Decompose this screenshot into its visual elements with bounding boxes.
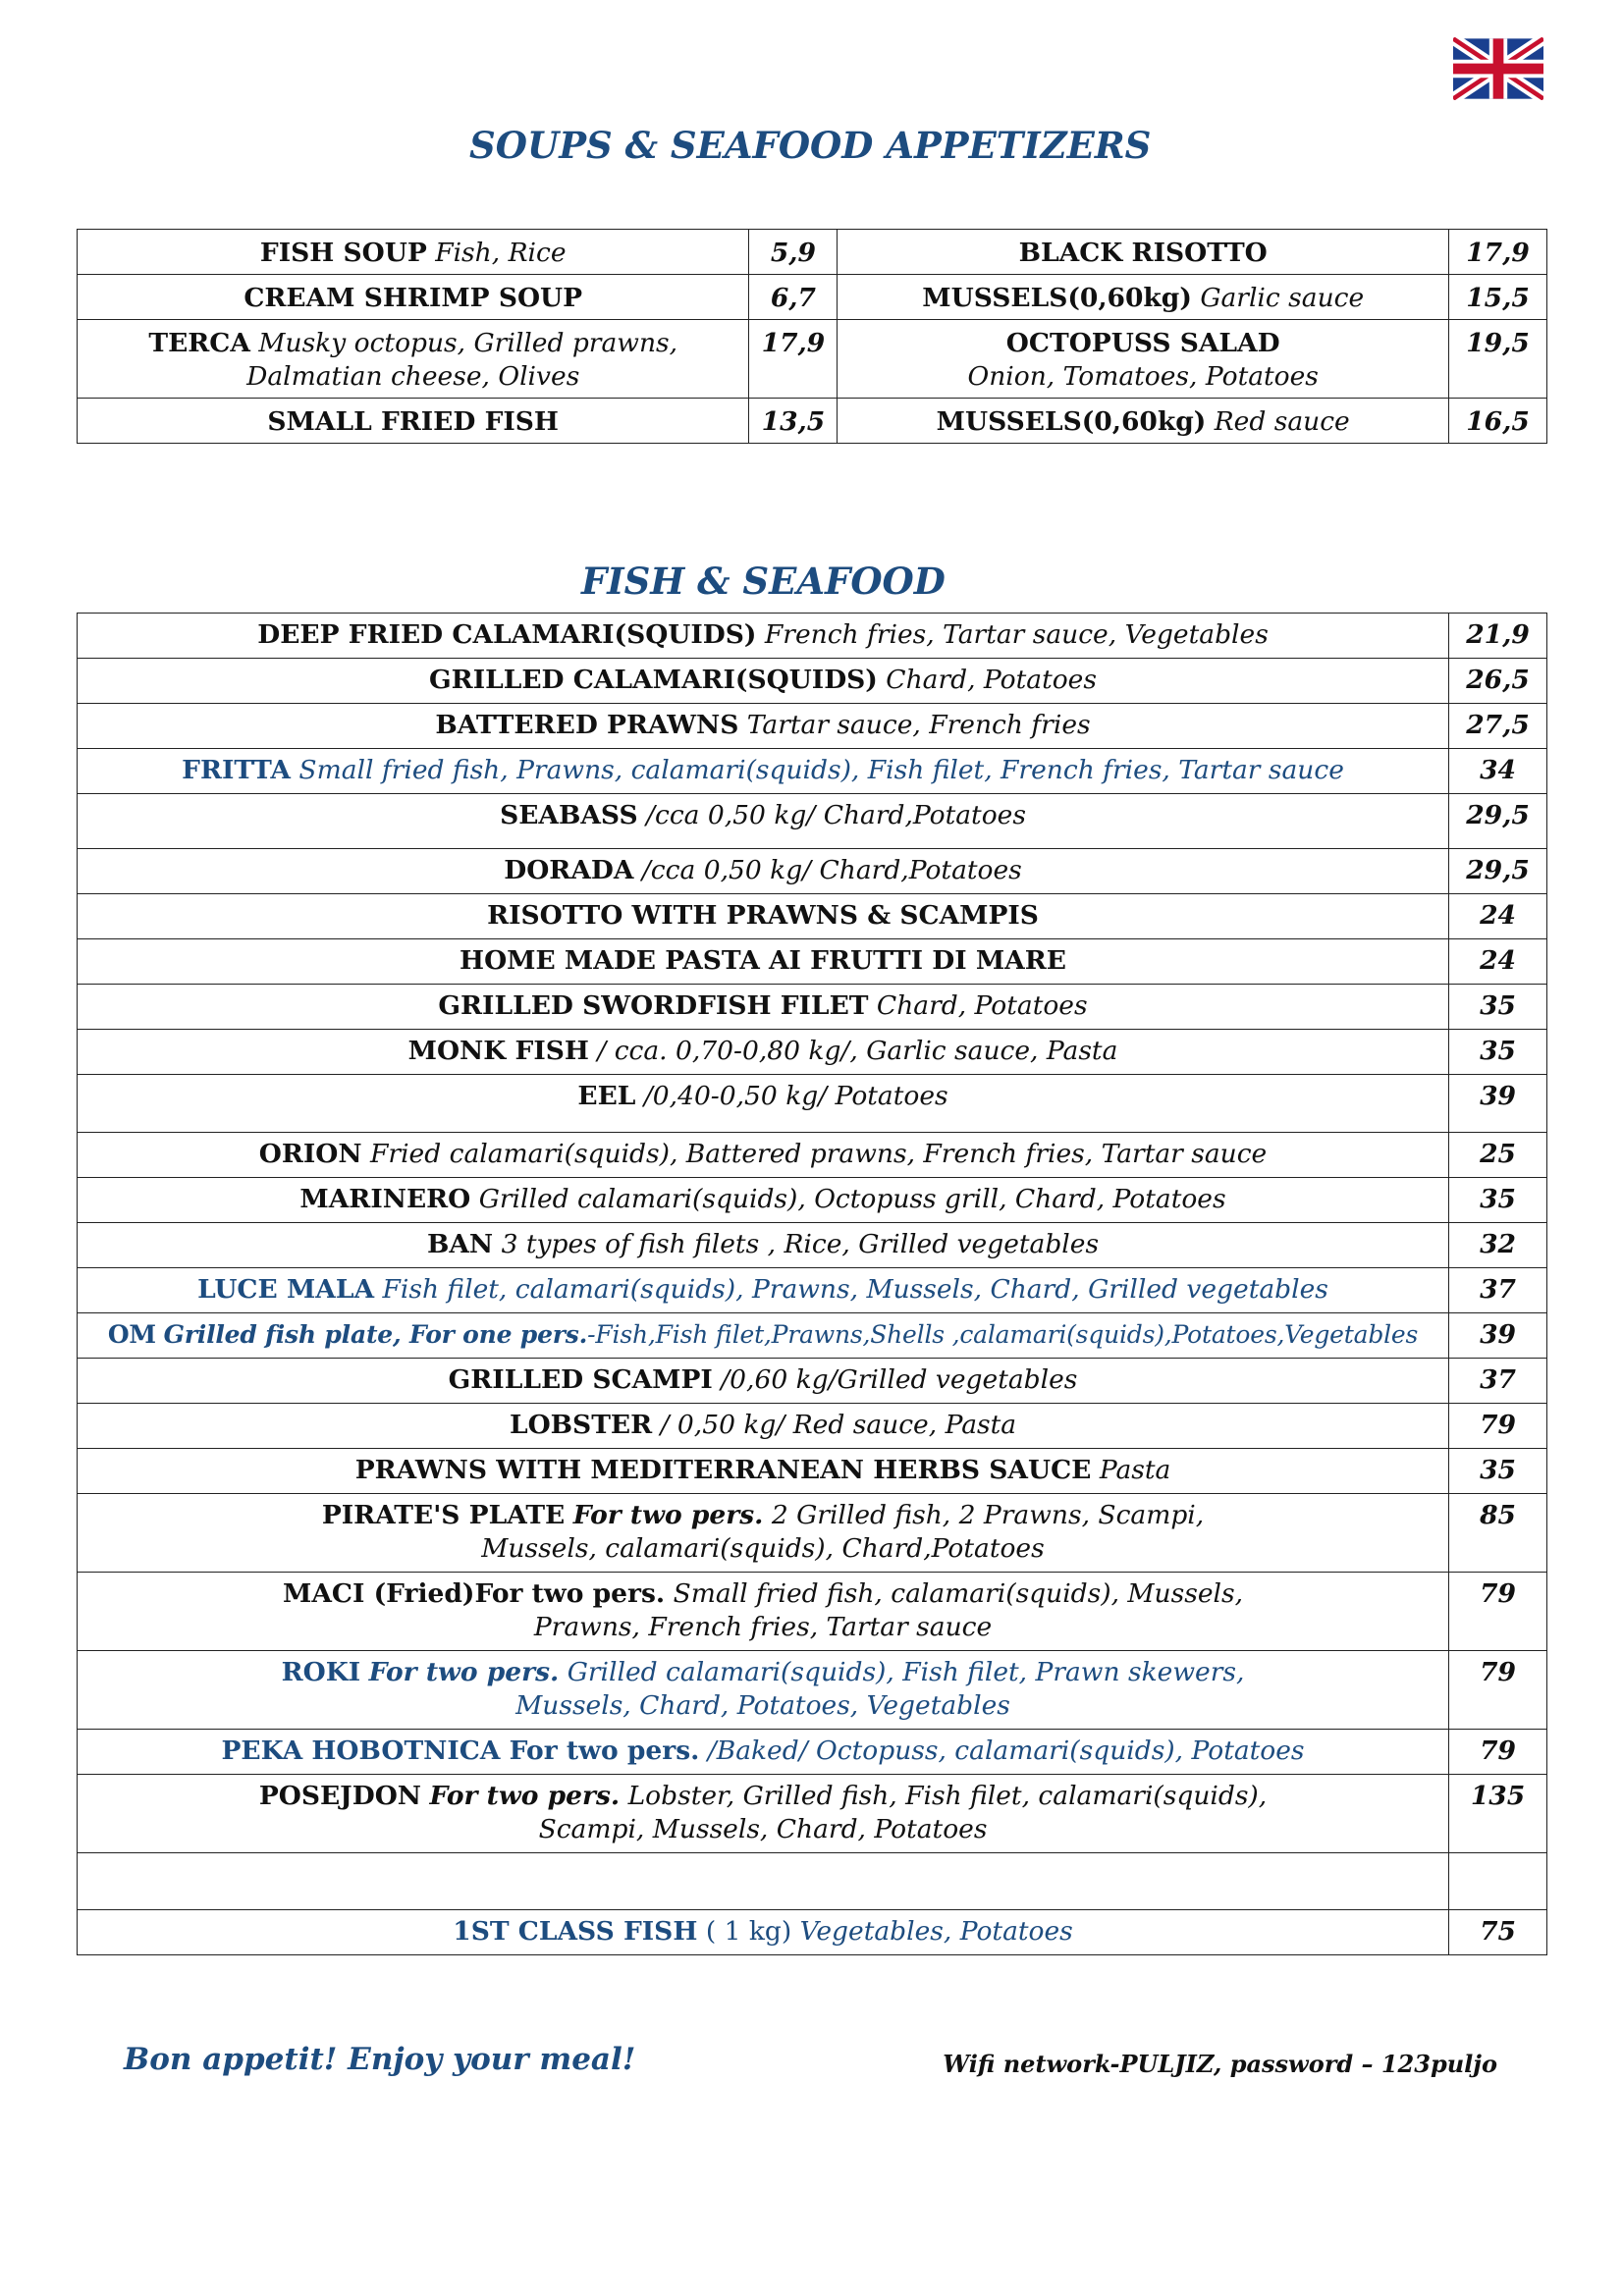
table-row	[78, 704, 1547, 749]
item-name: DEEP FRIED CALAMARI(SQUIDS)	[257, 619, 757, 650]
table-row	[78, 1730, 1547, 1775]
item-price: 35	[1449, 1178, 1547, 1223]
item-name: CREAM SHRIMP SOUP	[243, 283, 583, 313]
table-row	[78, 1313, 1547, 1359]
item-price: 37	[1449, 1268, 1547, 1313]
table-row	[78, 1651, 1547, 1730]
item-description: /0,40-0,50 kg/ Potatoes	[643, 1081, 948, 1111]
item-description: /cca 0,50 kg/ Chard,Potatoes	[646, 800, 1026, 830]
item-price: 5,9	[749, 230, 838, 275]
menu-item	[78, 1133, 1449, 1178]
menu-item	[78, 614, 1449, 659]
table-row	[78, 1910, 1547, 1955]
item-price: 27,5	[1449, 704, 1547, 749]
table-row	[78, 985, 1547, 1030]
table-row	[78, 1359, 1547, 1404]
item-description: Musky octopus, Grilled prawns,	[258, 328, 678, 358]
table-row	[78, 230, 1547, 275]
table-row	[78, 1404, 1547, 1449]
table-row	[78, 1133, 1547, 1178]
menu-item	[78, 1313, 1449, 1359]
item-description: Vegetables, Potatoes	[799, 1916, 1073, 1947]
item-name: LOBSTER	[509, 1410, 653, 1440]
menu-item	[78, 704, 1449, 749]
item-price: 25	[1449, 1133, 1547, 1178]
item-name: ORION	[258, 1139, 362, 1169]
item-price: 35	[1449, 1449, 1547, 1494]
table-row	[78, 1494, 1547, 1573]
item-description: /cca 0,50 kg/ Chard,Potatoes	[641, 855, 1022, 885]
item-name: GRILLED SWORDFISH FILET	[438, 990, 869, 1021]
item-description: / cca. 0,70-0,80 kg/, Garlic sauce, Pasta	[597, 1036, 1118, 1066]
menu-item	[78, 794, 1449, 849]
item-name: GRILLED CALAMARI(SQUIDS)	[429, 665, 878, 695]
section-title-fish: FISH & SEAFOOD	[581, 560, 946, 603]
table-row	[78, 614, 1547, 659]
item-price: 34	[1449, 749, 1547, 794]
item-name: BATTERED PRAWNS	[435, 710, 739, 740]
item-name: LUCE MALA	[197, 1274, 375, 1305]
item-description: Fish filet, calamari(squids), Prawns, Mussels, Chard, Grilled vegetables	[382, 1274, 1328, 1305]
menu-item	[78, 1494, 1449, 1573]
item-price: 17,9	[749, 320, 838, 399]
menu-item	[838, 275, 1449, 320]
item-description: Small fried fish, Prawns, calamari(squids), Fish filet, French fries, Tartar sauce	[298, 755, 1344, 785]
item-price: 39	[1449, 1313, 1547, 1359]
footer-greeting: Bon appetit! Enjoy your meal!	[124, 2042, 636, 2077]
item-description: /0,60 kg/Grilled vegetables	[721, 1364, 1078, 1395]
item-name: MONK FISH	[407, 1036, 589, 1066]
fish-seafood-table	[77, 613, 1547, 1955]
item-price	[1449, 1853, 1547, 1910]
item-description: Grilled calamari(squids), Fish filet, Prawn skewers,	[567, 1657, 1245, 1687]
item-name: EEL	[577, 1081, 636, 1111]
item-price: 79	[1449, 1404, 1547, 1449]
menu-item	[78, 749, 1449, 794]
item-price: 35	[1449, 1030, 1547, 1075]
menu-item	[78, 1178, 1449, 1223]
item-price: 15,5	[1449, 275, 1547, 320]
item-description-line2: Prawns, French fries, Tartar sauce	[533, 1612, 993, 1642]
item-name: FRITTA	[182, 755, 291, 785]
item-price: 17,9	[1449, 230, 1547, 275]
item-description: 3 types of fish filets , Rice, Grilled vegetables	[501, 1229, 1100, 1259]
item-name: BAN	[426, 1229, 494, 1259]
item-description: Garlic sauce	[1200, 283, 1365, 313]
menu-item	[78, 1775, 1449, 1853]
item-description: / 0,50 kg/ Red sauce, Pasta	[660, 1410, 1017, 1440]
menu-item	[78, 1573, 1449, 1651]
menu-item	[78, 939, 1449, 985]
item-description: -Fish,Fish filet,Prawns,Shells ,calamari(squids),Potatoes,Vegetables	[587, 1320, 1419, 1349]
item-description: French fries, Tartar sauce, Vegetables	[764, 619, 1269, 650]
item-description: Chard, Potatoes	[876, 990, 1088, 1021]
item-price: 79	[1449, 1730, 1547, 1775]
item-price: 79	[1449, 1651, 1547, 1730]
item-name: DORADA	[504, 855, 634, 885]
table-row	[78, 1075, 1547, 1133]
menu-item	[78, 1359, 1449, 1404]
table-row	[78, 1775, 1547, 1853]
item-name: ROKI	[281, 1657, 361, 1687]
item-description: Chard, Potatoes	[886, 665, 1097, 695]
menu-item	[78, 985, 1449, 1030]
item-name: FISH SOUP	[259, 238, 427, 268]
item-price: 35	[1449, 985, 1547, 1030]
item-price: 24	[1449, 939, 1547, 985]
item-description: Pasta	[1099, 1455, 1171, 1485]
menu-item	[78, 1268, 1449, 1313]
menu-item	[78, 849, 1449, 894]
item-name: SMALL FRIED FISH	[267, 406, 559, 437]
menu-item	[78, 1651, 1449, 1730]
item-name: TERCA	[148, 328, 250, 358]
item-description: Small fried fish, calamari(squids), Mussels,	[673, 1578, 1244, 1609]
item-name: PIRATE'S PLATE	[321, 1500, 566, 1530]
item-name: SEABASS	[500, 800, 638, 830]
table-row	[78, 794, 1547, 849]
item-description-line2: Dalmatian cheese, Olives	[246, 361, 580, 392]
menu-item	[78, 1223, 1449, 1268]
menu-item	[78, 1404, 1449, 1449]
item-name: OCTOPUSS SALAD	[1005, 328, 1280, 358]
table-row	[78, 749, 1547, 794]
table-row	[78, 849, 1547, 894]
menu-item	[78, 1449, 1449, 1494]
table-row	[78, 939, 1547, 985]
table-row	[78, 1853, 1547, 1910]
item-name: 1ST CLASS FISH	[453, 1916, 698, 1947]
menu-item	[78, 1910, 1449, 1955]
table-row	[78, 275, 1547, 320]
menu-item	[78, 320, 749, 399]
item-description: 2 Grilled fish, 2 Prawns, Scampi,	[771, 1500, 1205, 1530]
item-price: 6,7	[749, 275, 838, 320]
appetizers-table	[77, 229, 1547, 444]
item-description: Red sauce	[1214, 406, 1350, 437]
table-row	[78, 1449, 1547, 1494]
menu-item	[78, 275, 749, 320]
item-description: Grilled calamari(squids), Octopuss grill, Chard, Potatoes	[478, 1184, 1226, 1214]
menu-item	[78, 1030, 1449, 1075]
item-price: 29,5	[1449, 849, 1547, 894]
menu-item	[78, 1730, 1449, 1775]
item-weight: ( 1 kg)	[705, 1916, 792, 1947]
item-price: 85	[1449, 1494, 1547, 1573]
table-row	[78, 399, 1547, 444]
item-name: BLACK RISOTTO	[1018, 238, 1268, 268]
section-title-soups: SOUPS & SEAFOOD APPETIZERS	[469, 124, 1152, 167]
item-name: OM	[107, 1320, 156, 1349]
item-description-line2: Mussels, Chard, Potatoes, Vegetables	[515, 1690, 1010, 1721]
table-row	[78, 1030, 1547, 1075]
table-row	[78, 320, 1547, 399]
item-price: 26,5	[1449, 659, 1547, 704]
menu-item	[838, 320, 1449, 399]
item-portion: For two pers.	[429, 1781, 621, 1811]
uk-flag-icon[interactable]	[1453, 37, 1543, 100]
item-price: 32	[1449, 1223, 1547, 1268]
item-price: 37	[1449, 1359, 1547, 1404]
menu-item	[838, 399, 1449, 444]
item-description: Tartar sauce, French fries	[746, 710, 1091, 740]
item-name: MUSSELS(0,60kg)	[922, 283, 1192, 313]
menu-item	[78, 1075, 1449, 1133]
item-portion: For two pers.	[572, 1500, 764, 1530]
item-price: 75	[1449, 1910, 1547, 1955]
item-description-line2: Mussels, calamari(squids), Chard,Potatoes	[481, 1533, 1045, 1564]
item-name: MUSSELS(0,60kg)	[936, 406, 1207, 437]
table-row	[78, 659, 1547, 704]
menu-item	[78, 230, 749, 275]
menu-item	[78, 659, 1449, 704]
item-portion: For two pers.	[368, 1657, 560, 1687]
item-name: MACI (Fried)For two pers.	[283, 1578, 666, 1609]
item-price: 79	[1449, 1573, 1547, 1651]
menu-item	[838, 230, 1449, 275]
item-description: Lobster, Grilled fish, Fish filet, calamari(squids),	[627, 1781, 1268, 1811]
menu-item	[78, 1853, 1449, 1910]
table-row	[78, 894, 1547, 939]
table-row	[78, 1573, 1547, 1651]
menu-item	[78, 399, 749, 444]
item-price: 21,9	[1449, 614, 1547, 659]
item-name: GRILLED SCAMPI	[448, 1364, 713, 1395]
item-name: MARINERO	[299, 1184, 471, 1214]
item-description-line2: Onion, Tomatoes, Potatoes	[967, 361, 1319, 392]
item-price: 39	[1449, 1075, 1547, 1133]
footer-wifi-info: Wifi network-PULJIZ, password – 123puljo	[943, 2050, 1497, 2078]
item-description: Fish, Rice	[435, 238, 567, 268]
item-description: /Baked/ Octopuss, calamari(squids), Potatoes	[707, 1735, 1305, 1766]
item-price: 16,5	[1449, 399, 1547, 444]
table-row	[78, 1223, 1547, 1268]
item-name: PRAWNS WITH MEDITERRANEAN HERBS SAUCE	[354, 1455, 1092, 1485]
item-description: Fried calamari(squids), Battered prawns, French fries, Tartar sauce	[370, 1139, 1268, 1169]
item-name: RISOTTO WITH PRAWNS & SCAMPIS	[487, 900, 1039, 931]
item-description-line2: Scampi, Mussels, Chard, Potatoes	[538, 1814, 988, 1844]
item-price: 13,5	[749, 399, 838, 444]
item-price: 24	[1449, 894, 1547, 939]
item-price: 29,5	[1449, 794, 1547, 849]
item-name: HOME MADE PASTA AI FRUTTI DI MARE	[460, 945, 1066, 976]
item-price: 135	[1449, 1775, 1547, 1853]
item-portion: Grilled fish plate, For one pers.	[163, 1320, 588, 1349]
table-row	[78, 1268, 1547, 1313]
item-name: PEKA HOBOTNICA For two pers.	[221, 1735, 700, 1766]
item-price: 19,5	[1449, 320, 1547, 399]
menu-item	[78, 894, 1449, 939]
table-row	[78, 1178, 1547, 1223]
item-name: POSEJDON	[258, 1781, 422, 1811]
